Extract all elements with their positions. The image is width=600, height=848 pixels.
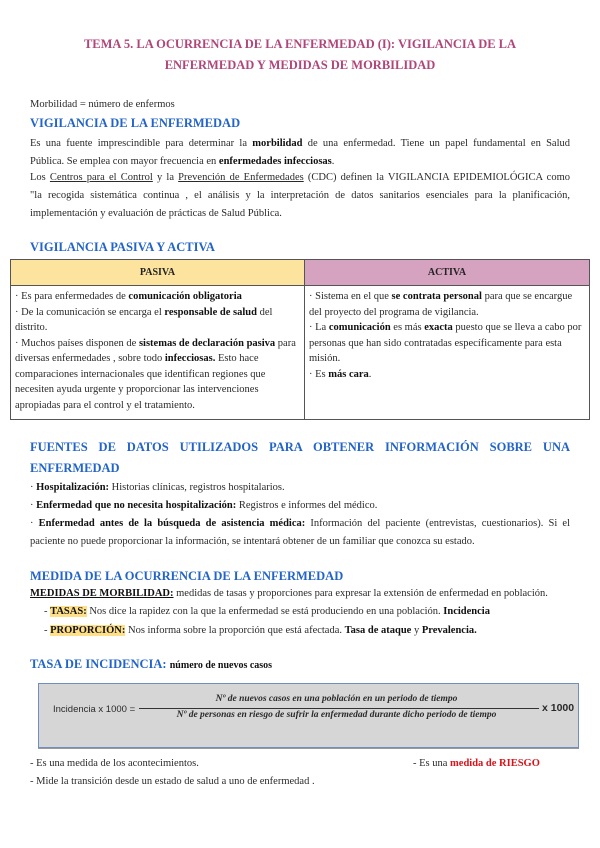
text-segment: . xyxy=(331,156,335,167)
text-segment: Es una fuente imprescindible para determinar la xyxy=(30,138,253,149)
text-segment: Nos informa sobre la proporción que está afectada. xyxy=(125,625,345,636)
morbilidad-definition xyxy=(30,98,570,112)
text-segment: implementación y evaluación de prácticas de Salud Pública. xyxy=(30,208,282,219)
text-segment: del distrito. xyxy=(15,306,273,333)
text-segment: Nos dice la rapidez con la que la enfermedad se está produciendo en una población. xyxy=(86,606,444,617)
heading-vigilancia: VIGILANCIA DE LA ENFERMEDAD xyxy=(30,116,241,130)
vigilancia-line xyxy=(30,137,570,151)
text-segment: para que se encargue del proyecto del programa de vigilancia. xyxy=(309,291,573,318)
text-segment: Los xyxy=(30,172,50,183)
text-segment: "la recogida sistemática continua , el análisis y la interpretación de datos sanitarios esenciales para la planificación, xyxy=(30,190,570,201)
header-activa: ACTIVA xyxy=(305,260,590,286)
fraction-bar xyxy=(139,708,539,709)
heading-fuentes-2: ENFERMEDAD xyxy=(30,461,120,475)
text-segment: Historias clínicas, registros hospitalarios. xyxy=(109,482,285,493)
text-segment: Esto hace comparaciones internacionales que identifican regiones que necesiten ayuda urgente y proporcionar las intervenciones apropiadas para el control y el tratamiento. xyxy=(15,353,266,411)
formula-lhs: Incidencia x 1000 = xyxy=(53,704,136,715)
text-segment: · Es xyxy=(309,368,329,380)
emphasis-text: Tasa de ataque xyxy=(344,625,412,636)
emphasis-text: Hospitalización: xyxy=(36,482,110,493)
text-segment: · La xyxy=(309,322,329,333)
text-segment: . xyxy=(368,368,372,380)
text-segment: · xyxy=(30,500,37,511)
text-segment: · Sistema en el que xyxy=(309,291,392,302)
heading-tasa-incidencia xyxy=(30,657,272,672)
emphasis-text: PROPORCIÓN: xyxy=(50,625,126,636)
text-segment: - Es una xyxy=(413,758,451,769)
emphasis-text: Prevención de Enfermedades xyxy=(178,172,304,183)
emphasis-text: Incidencia xyxy=(443,606,490,617)
cell-activa xyxy=(305,286,590,420)
fuentes-line xyxy=(30,517,570,531)
text-segment: (CDC) definen la VIGILANCIA EPIDEMIOLÓGICA como xyxy=(303,172,571,183)
text-segment: medidas de tasas y proporciones para expresar la extensión de enfermedad en población. xyxy=(173,588,548,599)
tasa-sub: número de nuevos casos xyxy=(169,660,273,671)
activa-item xyxy=(309,320,585,367)
emphasis-text: comunicación xyxy=(328,322,391,333)
pasiva-item xyxy=(15,336,300,414)
medidas-tasas xyxy=(44,605,584,619)
text-segment: · Muchos países disponen de xyxy=(15,337,139,349)
text-segment: para diversas enfermedades , sobre todo xyxy=(15,337,296,364)
text-segment: - Es una medida de los acontecimientos. xyxy=(30,758,199,769)
emphasis-text: Enfermedad antes de la búsqueda de asistencia médica: xyxy=(38,518,306,529)
text-segment: - xyxy=(44,606,51,617)
activa-item xyxy=(309,289,585,320)
formula-box xyxy=(38,683,579,748)
medidas-proporcion xyxy=(44,624,584,638)
text-segment: puesto que se lleva a cabo por personas que han sido contratadas específicamente para esta misión. xyxy=(309,322,582,364)
cell-pasiva xyxy=(11,286,305,420)
vigilancia-line xyxy=(30,207,570,221)
emphasis-text: medida de RIESGO xyxy=(450,758,540,769)
emphasis-text: se contrata personal xyxy=(391,291,482,302)
emphasis-text: sistemas de declaración pasiva xyxy=(138,337,276,349)
text-segment: y la xyxy=(152,172,179,183)
bottom-riesgo xyxy=(413,757,573,771)
emphasis-text: infecciosas. xyxy=(164,353,216,364)
emphasis-text: comunicación obligatoria xyxy=(128,291,242,302)
text-segment: Pública. Se emplea con mayor frecuencia en xyxy=(30,156,219,167)
emphasis-text: MEDIDAS DE MORBILIDAD: xyxy=(30,588,174,599)
text-segment: y xyxy=(411,625,422,636)
medidas-line xyxy=(30,587,570,601)
formula-numerator: Nº de nuevos casos en una población en un periodo de tiempo xyxy=(215,694,458,704)
page-title-line-1: TEMA 5. LA OCURRENCIA DE LA ENFERMEDAD (I): VIGILANCIA DE LA xyxy=(83,37,517,51)
emphasis-text: Enfermedad que no necesita hospitalización: xyxy=(36,500,237,511)
emphasis-text: responsable de salud xyxy=(164,306,257,318)
emphasis-text: exacta xyxy=(424,322,453,333)
formula-denominator: Nº de personas en riesgo de sufrir la enfermedad durante dicho periodo de tiempo xyxy=(176,710,497,720)
text-segment: paciente no puede proporcionar la información, se intentará obtener de un familiar que conozca su estado. xyxy=(30,536,475,547)
emphasis-text: Prevalencia. xyxy=(421,625,477,636)
page-title-line-2: ENFERMEDAD Y MEDIDAS DE MORBILIDAD xyxy=(164,58,436,72)
text-segment: · xyxy=(30,518,39,529)
fuentes-line xyxy=(30,481,570,495)
text-segment: de una enfermedad. Tiene un papel fundamental en Salud xyxy=(302,138,570,149)
emphasis-text: enfermedades infecciosas xyxy=(218,156,332,167)
text-segment: Información del paciente (entrevistas, cuestionarios). Si el xyxy=(305,518,570,529)
fuentes-line xyxy=(30,535,570,549)
text-segment: es más xyxy=(390,322,425,333)
pasiva-activa-table xyxy=(10,259,590,420)
bottom-line xyxy=(30,775,570,789)
fuentes-line xyxy=(30,499,570,513)
activa-item xyxy=(309,367,585,383)
vigilancia-line xyxy=(30,171,570,185)
emphasis-text: TASAS: xyxy=(50,606,87,617)
emphasis-text: Centros para el Control xyxy=(49,172,153,183)
text-segment: - xyxy=(44,625,51,636)
text-segment: · xyxy=(30,482,37,493)
text-segment: · Es para enfermedades de xyxy=(15,291,129,302)
text-segment: · De la comunicación se encarga el xyxy=(15,306,165,318)
emphasis-text: morbilidad xyxy=(252,138,303,149)
header-pasiva: PASIVA xyxy=(11,260,305,286)
vigilancia-line xyxy=(30,189,570,203)
text-segment: Registros e informes del médico. xyxy=(236,500,378,511)
formula-multiplier: x 1000 xyxy=(542,702,575,714)
pasiva-item xyxy=(15,305,300,336)
heading-fuentes: FUENTES DE DATOS UTILIZADOS PARA OBTENER INFORMACIÓN SOBRE UNA xyxy=(30,440,570,454)
text-segment: - Mide la transición desde un estado de salud a uno de enfermedad . xyxy=(30,776,315,787)
pasiva-item xyxy=(15,289,300,305)
text-segment: Morbilidad = número de enfermos xyxy=(30,99,175,110)
heading-medida: MEDIDA DE LA OCURRENCIA DE LA ENFERMEDAD xyxy=(30,569,344,583)
vigilancia-line xyxy=(30,155,570,169)
tasa-label: TASA DE INCIDENCIA: xyxy=(30,657,167,671)
heading-pasiva-activa: VIGILANCIA PASIVA Y ACTIVA xyxy=(30,240,215,254)
emphasis-text: más cara xyxy=(328,368,369,380)
